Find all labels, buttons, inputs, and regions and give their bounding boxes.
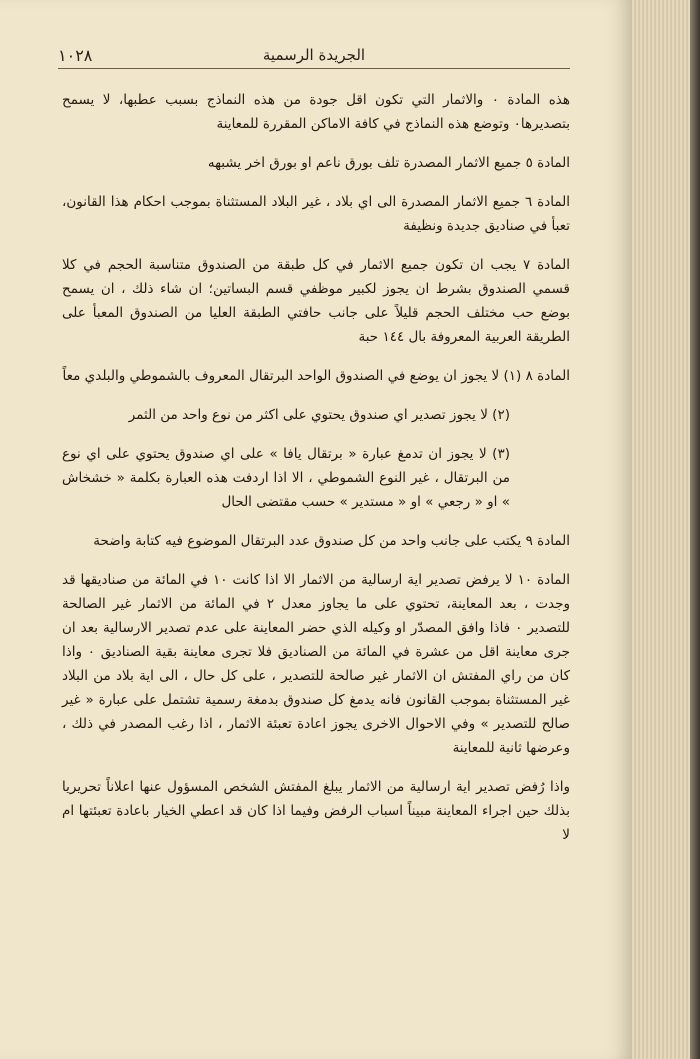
book-cover-edge [690,0,700,1059]
paragraph-article-8-2: (٢) لا يجوز تصدير اي صندوق يحتوي على اكثر من نوع واحد من الثمر [128,407,510,423]
paragraph-article-9: المادة ٩ يكتب على جانب واحد من كل صندوق عدد البرتقال الموضوع فيه كتابة واضحة [93,533,570,549]
paragraph-article-8-3: (٣) لا يجوز ان تدمغ عبارة « برتقال يافا » على اي صندوق يحتوي على اي نوع من البرتقال ، غير النوع الشموطي ، الا اذا اردفت هذه العبارة بكلمة « خشخاش » او « رجعي » او « مستدير » حسب مقتضى الحال [62,446,510,510]
paragraph-article-6: المادة ٦ جميع الاثمار المصدرة الى اي بلاد ، غير البلاد المستثناة بموجب احكام هذا القانون، تعبأ في صناديق جديدة ونظيفة [62,194,570,234]
page-header [58,46,570,70]
page-number: ١٠٢٨ [58,46,93,65]
paragraph-sample-clause: هذه المادة ٠ والاثمار التي تكون اقل جودة من هذه النماذج بسبب عطبها، لا يسمح بتصديرها٠ وتوضع هذه النماذج في كافة الاماكن المقررة للمعاينة [62,92,570,132]
paragraph-article-7: المادة ٧ يجب ان تكون جميع الاثمار في كل طبقة من الصندوق متناسبة الحجم في كلا قسمي الصندوق بشرط ان يجوز لكبير موظفي قسم البساتين؛ ان شاء ذلك ، ان يسمح بوضع حب مختلف الحجم قليلاً على جانب حافتي الطبقة العليا من الصندوق المعبأ على الطريقة العربية المعروفة بال ١٤٤ حبة [62,257,570,345]
paragraph-article-10: المادة ١٠ لا يرفض تصدير اية ارسالية من الاثمار الا اذا كانت ١٠ في المائة من صناديقها قد وجدت ، بعد المعاينة، تحتوي على ما يجاوز معدل ٢ في المائة من الاثمار غير الصالحة للتصدير ٠ فاذا وافق المصدّر او وكيله الذي حضر المعاينة على عدم تصدير الارسالية بعد ان جرى معاينة اقل من عشرة في المائة من الصناديق فلا تجرى معاينة بقية الصناديق ٠ واذا كان من راي المفتش ان الاثمار غير صالحة للتصدير ، على كل حال ، الى اية بلاد من البلاد غير المستثناة بموجب القانون فانه يدمغ كل صندوق بدمغة رسمية تشتمل على عبارة « غير صالح للتصدير » وفي الاحوال الاخرى يجوز اعادة تعبئة الاثمار ، اذا رغب المصدر في ذلك ، وعرضها ثانية للمعاينة [62,572,571,756]
paragraph-rejection-notice: واذا رُفض تصدير اية ارسالية من الاثمار يبلغ المفتش الشخص المسؤول عنها اعلاناً تحريريا بذلك حين اجراء المعاينة مبيناً اسباب الرفض وفيما اذا كان قد اعطي الخيار باعادة تعبئتها ام لا [62,779,570,843]
running-title: الجريدة الرسمية [262,46,366,64]
page-edges [632,0,700,1059]
page-body [62,88,570,862]
paragraph-article-8-1: المادة ٨ (١) لا يجوز ان يوضع في الصندوق الواحد البرتقال المعروف بالشموطي والبلدي معاً [62,368,570,384]
paragraph-article-5: المادة ٥ جميع الاثمار المصدرة تلف بورق ناعم او بورق اخر يشبهه [207,155,570,171]
header-rule [58,68,570,69]
